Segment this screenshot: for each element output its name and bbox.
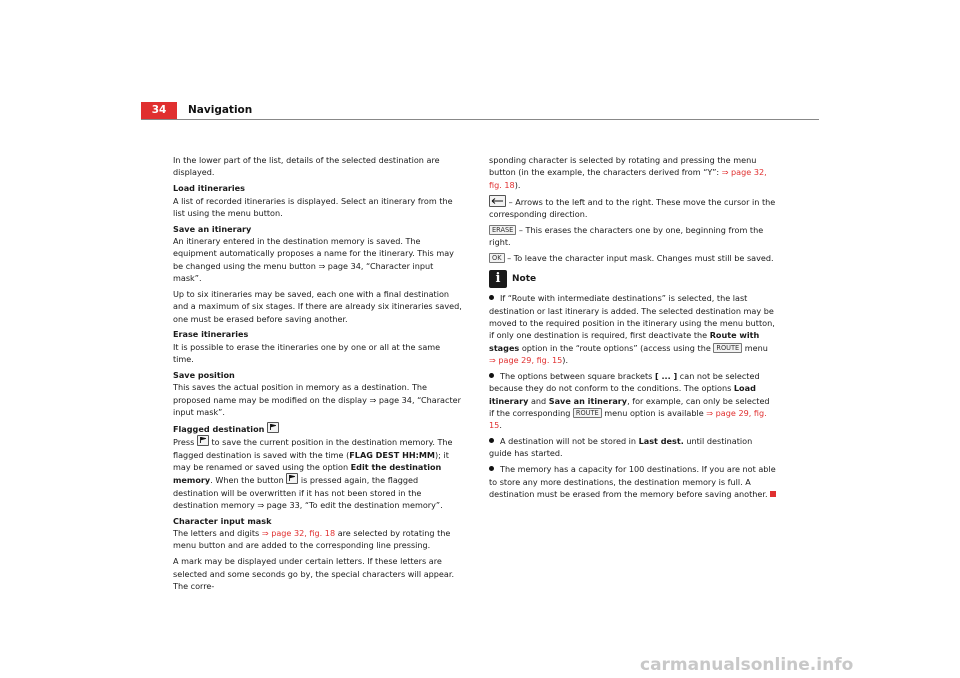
text-run: can not be selected because they do not conform to the conditions. The options: [489, 370, 760, 394]
erase-key: ERASE: [489, 225, 516, 235]
cross-reference: ⇒ page 33, “To edit the destination memory”.: [257, 499, 443, 510]
text-run: This saves the actual position in memory as a destination. The proposed name may be modified on the display: [173, 382, 428, 405]
ok-key: OK: [489, 253, 505, 263]
left-column: [173, 154, 463, 596]
route-key: ROUTE: [573, 408, 602, 418]
text-run: – Arrows to the left and to the right. These move the cursor in the corresponding direction.: [489, 196, 776, 219]
right-column: [489, 154, 777, 504]
figure-link[interactable]: ⇒ page 32, fig. 18: [489, 167, 767, 190]
option-name: Save an itinerary: [548, 395, 628, 406]
figure-link[interactable]: ⇒ page 29, fig. 15: [489, 354, 563, 365]
text-run: are selected by rotating the menu button and are added to the corresponding line pressing.: [173, 528, 451, 551]
save-itinerary-text: [173, 235, 463, 284]
watermark: carmanualsonline.info: [640, 655, 854, 675]
bullet-icon: [489, 438, 494, 443]
heading-save-itinerary: Save an itinerary: [173, 223, 252, 234]
text-run: . When the button: [210, 475, 287, 486]
text-run: Press: [173, 437, 197, 448]
bullet-icon: [489, 373, 494, 378]
flag-icon: [267, 422, 279, 433]
bullet-icon: [489, 295, 494, 300]
figure-link[interactable]: ⇒ page 29, fig. 15: [489, 407, 767, 431]
text-run: option in the “route options” (access using the: [519, 342, 714, 353]
note-item: [489, 435, 777, 460]
text-run: – To leave the character input mask. Changes must still be saved.: [504, 252, 774, 263]
text-run: A destination will not be stored in: [500, 436, 639, 447]
option-name: Last dest.: [638, 436, 684, 447]
text-run: ).: [514, 179, 521, 190]
flag-icon: [197, 435, 209, 446]
erase-key-text: [489, 224, 777, 249]
text-run: menu option is available: [601, 407, 707, 418]
note-item: [489, 370, 777, 432]
section-title: Navigation: [188, 104, 253, 116]
save-itinerary-limit-text: Up to six itineraries may be saved, each one with a final destination and a maximum of six stages. If there are already six itineraries saved, one must be erased before saving another.: [173, 288, 462, 324]
text-run: The letters and digits: [173, 528, 262, 539]
arrows-text: [489, 195, 777, 221]
heading-erase-itineraries: Erase itineraries: [173, 329, 249, 340]
text-run: and: [528, 395, 549, 406]
load-itineraries-text: A list of recorded itineraries is displayed. Select an itinerary from the list using the menu button.: [173, 195, 453, 218]
heading-flagged-destination: [173, 422, 463, 435]
left-right-arrow-icon: [489, 195, 506, 207]
ok-key-text: [489, 252, 777, 264]
bullet-icon: [489, 466, 494, 471]
cross-reference: ⇒ page 34, “Character input mask”.: [173, 260, 434, 284]
end-of-section-marker: [770, 491, 776, 497]
heading-load-itineraries: Load itineraries: [173, 183, 245, 194]
text-run: , for example, can only be selected if the corresponding: [489, 395, 770, 418]
character-input-text: [173, 527, 463, 552]
note-header: [489, 270, 777, 288]
heading-save-position: Save position: [173, 370, 235, 380]
text-run: menu: [742, 342, 768, 353]
text-run: The options between square brackets: [500, 370, 655, 381]
note-item: [489, 463, 777, 500]
heading-character-input-mask: Character input mask: [173, 515, 272, 526]
text-run: sponding character is selected by rotating and pressing the menu button (in the example, the characters derived from “Y”:: [489, 155, 757, 178]
figure-link[interactable]: ⇒ page 32, fig. 18: [261, 528, 336, 539]
flagged-destination-text: [173, 435, 463, 511]
continuation-text: [489, 154, 777, 191]
cross-reference: ⇒ page 34, “Character input mask”.: [173, 394, 461, 418]
text-run: .: [499, 420, 502, 431]
text-run: until destination guide has started.: [489, 436, 753, 459]
bracket-text: [ ... ]: [654, 370, 678, 381]
info-icon: i: [489, 270, 507, 288]
option-name: Route with stages: [489, 330, 760, 353]
option-name: Edit the destination memory: [173, 461, 442, 486]
note-label: Note: [512, 274, 537, 285]
text-run: ).: [562, 354, 569, 365]
page-number: 34: [141, 102, 177, 119]
text-run: ); it may be renamed or saved using the option: [173, 449, 449, 472]
route-key: ROUTE: [713, 343, 742, 353]
flag-icon: [286, 473, 298, 484]
special-characters-text: A mark may be displayed under certain letters. If these letters are selected and some seconds go by, the special characters will appear. The corre-: [173, 556, 455, 591]
intro-paragraph: In the lower part of the list, details of the selected destination are displayed.: [173, 155, 440, 178]
erase-itineraries-text: It is possible to erase the itineraries one by one or all at the same time.: [173, 341, 441, 365]
text-run: – This erases the characters one by one, beginning from the right.: [489, 224, 764, 248]
option-name: Load itinerary: [489, 383, 756, 406]
text-run: to save the current position in the destination memory. The flagged destination is saved with the time (: [173, 437, 453, 460]
text-run: An itinerary entered in the destination memory is saved. The equipment automatically proposes a name for the itinerary. This may be changed using the menu button: [173, 236, 454, 271]
flag-code: FLAG DEST HH:MM: [349, 449, 435, 460]
note-item: [489, 292, 777, 366]
save-position-text: [173, 381, 463, 418]
text-run: If “Route with intermediate destinations” is selected, the last destination or last itinerary is added. The selected destination may be moved to the required position in the itinerary using the menu button, if only one destination is required, first deactivate the: [489, 293, 775, 341]
text-run: The memory has a capacity for 100 destinations. If you are not able to store any more destinations, the destination memory is full. A destination must be erased from the memory before saving another.: [489, 464, 776, 499]
text-run: is pressed again, the flagged destination will be overwritten if it has not been stored in the destination memory: [173, 475, 422, 510]
heading-text: Flagged destination: [173, 423, 265, 434]
